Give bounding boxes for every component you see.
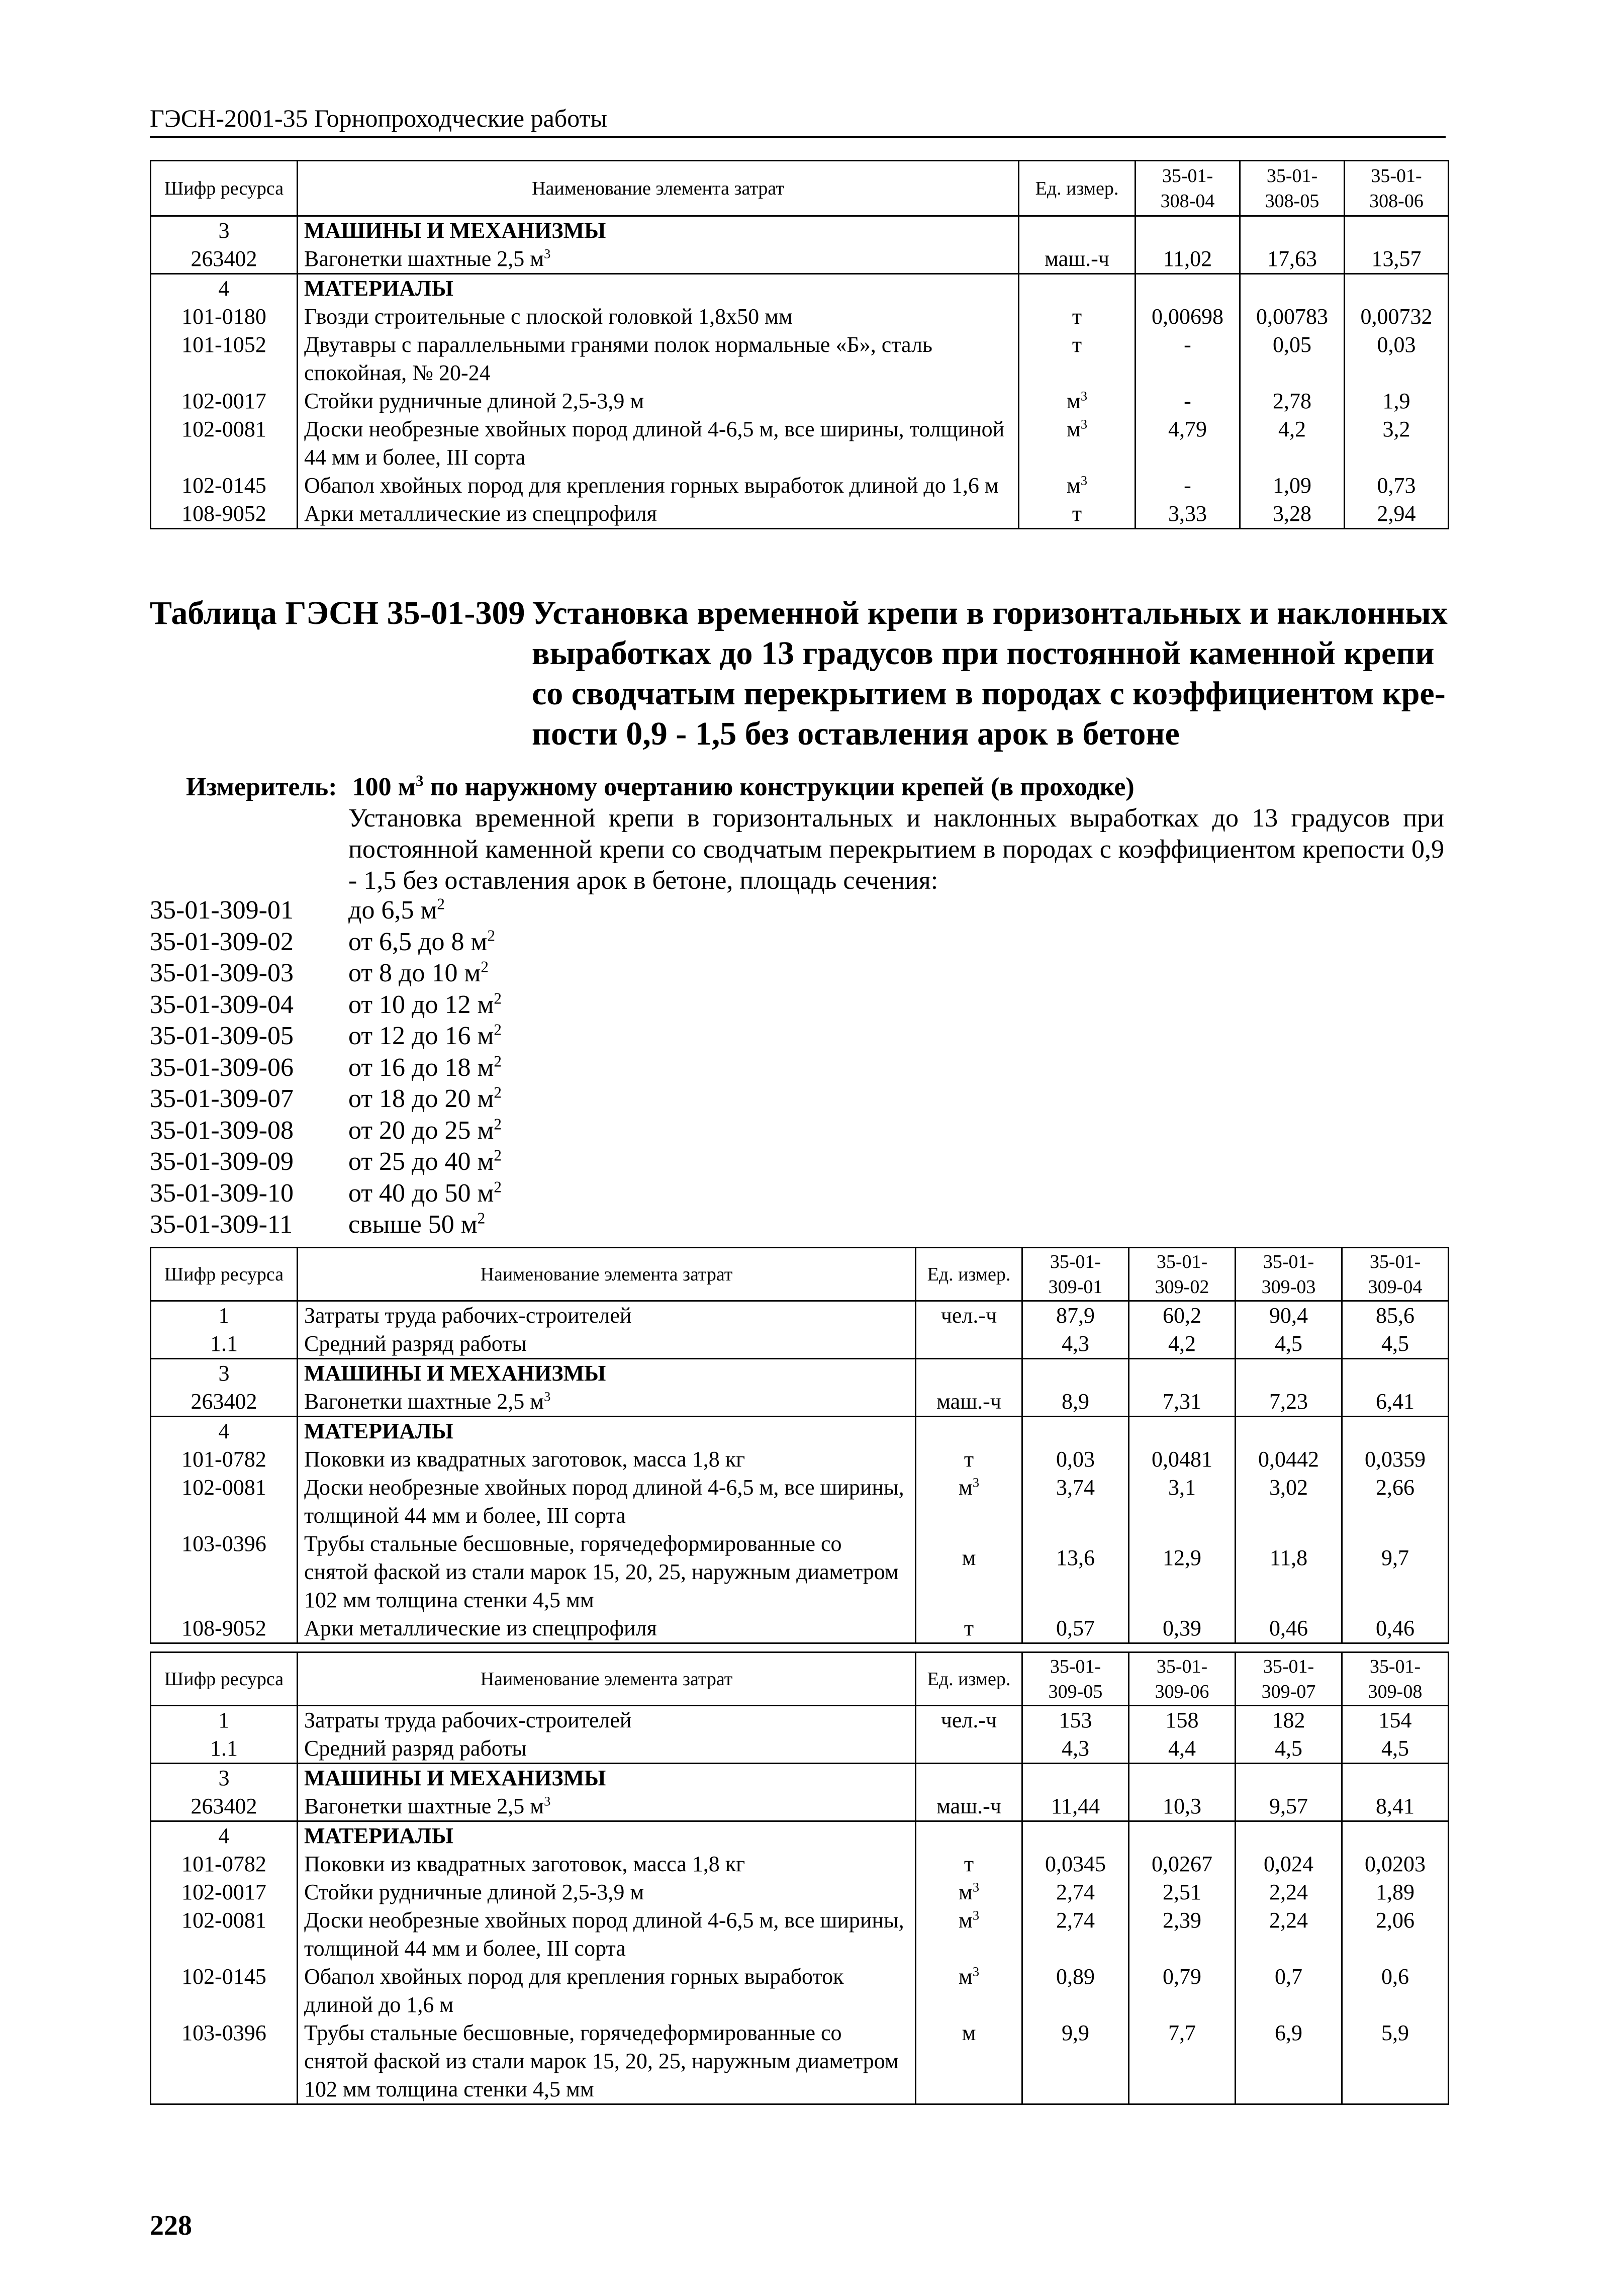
code-item: 35-01-309-03 от 8 до 10 $м^2$ xyxy=(150,958,489,987)
resource-unit xyxy=(916,1330,1022,1359)
resource-name: Арки металлические из спецпрофиля xyxy=(298,500,1019,529)
resource-code: 102-0145 xyxy=(151,1963,298,2019)
table-title: Таблица ГЭСН 35-01-309 Установка временной крепи в горизонтальных и наклонных выработках до 13 градусов при постоянной каменной крепи со сводчатым перекрытием в породах с коэффициентом кре- пости 0,9 - 1,5 без оставления арок в бетоне xyxy=(150,595,1448,752)
header-col: 35-01- 309-03 xyxy=(1236,1248,1342,1301)
value-cell: 4,4 xyxy=(1129,1734,1236,1764)
section-number: 3 xyxy=(151,1359,298,1388)
value-cell: 7,31 xyxy=(1129,1388,1236,1417)
code-item: 35-01-309-01 до 6,5 $м^2$ xyxy=(150,895,445,925)
value-cell: 2,06 xyxy=(1342,1906,1449,1963)
value-cell: 7,23 xyxy=(1236,1388,1342,1417)
resource-code: 101-0782 xyxy=(151,1445,298,1474)
resource-code: 263402 xyxy=(151,1388,298,1417)
resource-unit: $м^3$ xyxy=(1019,387,1136,415)
header-col: 35-01- 308-05 xyxy=(1240,161,1345,216)
header-name: Наименование элемента затрат xyxy=(298,1248,916,1301)
resource-unit: т xyxy=(916,1850,1022,1878)
header-col: 35-01- 308-04 xyxy=(1136,161,1240,216)
value-cell: 0,00698 xyxy=(1136,303,1240,331)
header-unit: Ед. измер. xyxy=(916,1652,1022,1706)
page-number: 228 xyxy=(150,2210,192,2241)
resource-name: Стойки рудничные длиной 2,5-3,9 м xyxy=(298,1878,916,1906)
value-cell: 11,44 xyxy=(1022,1792,1129,1821)
header-name: Наименование элемента затрат xyxy=(298,161,1019,216)
resource-unit: т xyxy=(1019,331,1136,387)
value-cell: 3,28 xyxy=(1240,500,1345,529)
resource-code: 1 xyxy=(151,1706,298,1735)
value-cell: 158 xyxy=(1129,1706,1236,1735)
resource-name: Двутавры с параллельными гранями полок нормальные «Б», сталь спокойная, № 20-24 xyxy=(298,331,1019,387)
value-cell: 0,0481 xyxy=(1129,1445,1236,1474)
value-cell: 11,8 xyxy=(1236,1530,1342,1614)
value-cell: 2,66 xyxy=(1342,1474,1449,1530)
resource-name: Вагонетки шахтные 2,5 $м^3$ xyxy=(298,1388,916,1417)
header-unit: Ед. измер. xyxy=(1019,161,1136,216)
resource-unit: $м^3$ xyxy=(916,1963,1022,2019)
value-cell: 154 xyxy=(1342,1706,1449,1735)
resource-code: 103-0396 xyxy=(151,2019,298,2104)
section-title: МАШИНЫ И МЕХАНИЗМЫ xyxy=(298,1359,916,1388)
value-cell: 0,00783 xyxy=(1240,303,1345,331)
header-col: 35-01- 309-06 xyxy=(1129,1652,1236,1706)
value-cell: 4,3 xyxy=(1022,1734,1129,1764)
running-header: ГЭСН-2001-35 Горнопроходческие работы xyxy=(150,103,1446,138)
value-cell: 5,9 xyxy=(1342,2019,1449,2104)
value-cell: 182 xyxy=(1236,1706,1342,1735)
value-cell: 0,39 xyxy=(1129,1614,1236,1643)
code-item: 35-01-309-04 от 10 до 12 $м^2$ xyxy=(150,989,502,1019)
value-cell: 6,9 xyxy=(1236,2019,1342,2104)
value-cell: 10,3 xyxy=(1129,1792,1236,1821)
value-cell: 4,5 xyxy=(1342,1330,1449,1359)
code-item: 35-01-309-02 от 6,5 до 8 $м^2$ xyxy=(150,927,495,956)
value-cell: 0,03 xyxy=(1345,331,1449,387)
value-cell: 0,00732 xyxy=(1345,303,1449,331)
value-cell: 3,33 xyxy=(1136,500,1240,529)
resource-code: 101-1052 xyxy=(151,331,298,387)
resource-name: Арки металлические из спецпрофиля xyxy=(298,1614,916,1643)
resource-code: 102-0081 xyxy=(151,1474,298,1530)
value-cell: 0,0267 xyxy=(1129,1850,1236,1878)
resource-unit: $м^3$ xyxy=(1019,415,1136,472)
value-cell: 90,4 xyxy=(1236,1301,1342,1330)
value-cell: 0,05 xyxy=(1240,331,1345,387)
header-unit: Ед. измер. xyxy=(916,1248,1022,1301)
resource-code: 108-9052 xyxy=(151,500,298,529)
code-item: 35-01-309-11 свыше 50 $м^2$ xyxy=(150,1209,486,1239)
measurement-unit: Измеритель: 100 $м^3$ по наружному очертанию конструкции крепей (в проходке) xyxy=(186,772,1135,801)
value-cell: 13,57 xyxy=(1345,245,1449,274)
resource-name: Доски необрезные хвойных пород длиной 4-6,5 м, все ширины, толщиной 44 мм и более, III сорта xyxy=(298,1906,916,1963)
resource-unit: $м^3$ xyxy=(1019,472,1136,500)
header-code: Шифр ресурса xyxy=(151,161,298,216)
resource-name: Средний разряд работы xyxy=(298,1330,916,1359)
value-cell: 2,39 xyxy=(1129,1906,1236,1963)
section-number: 4 xyxy=(151,274,298,303)
resource-table-309-01-04 xyxy=(150,1247,1449,1644)
resource-table-308 xyxy=(150,160,1449,529)
resource-unit: $м^3$ xyxy=(916,1878,1022,1906)
code-item: 35-01-309-07 от 18 до 20 $м^2$ xyxy=(150,1083,502,1113)
resource-code: 108-9052 xyxy=(151,1614,298,1643)
value-cell: 0,46 xyxy=(1342,1614,1449,1643)
header-col: 35-01- 309-02 xyxy=(1129,1248,1236,1301)
value-cell: 8,9 xyxy=(1022,1388,1129,1417)
value-cell: 2,94 xyxy=(1345,500,1449,529)
resource-unit: т xyxy=(1019,500,1136,529)
value-cell: 4,2 xyxy=(1129,1330,1236,1359)
value-cell: 17,63 xyxy=(1240,245,1345,274)
resource-name: Вагонетки шахтные 2,5 $м^3$ xyxy=(298,245,1019,274)
value-cell: 1,9 xyxy=(1345,387,1449,415)
value-cell: 4,5 xyxy=(1342,1734,1449,1764)
header-col: 35-01- 308-06 xyxy=(1345,161,1449,216)
resource-code: 1 xyxy=(151,1301,298,1330)
value-cell: 2,51 xyxy=(1129,1878,1236,1906)
resource-code: 101-0782 xyxy=(151,1850,298,1878)
section-number: 3 xyxy=(151,1764,298,1793)
value-cell: - xyxy=(1136,331,1240,387)
resource-code: 102-0145 xyxy=(151,472,298,500)
section-number: 4 xyxy=(151,1417,298,1446)
resource-unit: маш.-ч xyxy=(916,1792,1022,1821)
value-cell: 0,7 xyxy=(1236,1963,1342,2019)
resource-unit: т xyxy=(916,1614,1022,1643)
code-item: 35-01-309-05 от 12 до 16 $м^2$ xyxy=(150,1021,502,1050)
value-cell: - xyxy=(1136,472,1240,500)
value-cell: 4,2 xyxy=(1240,415,1345,472)
resource-unit: чел.-ч xyxy=(916,1706,1022,1735)
value-cell: 0,6 xyxy=(1342,1963,1449,2019)
section-title: МАШИНЫ И МЕХАНИЗМЫ xyxy=(298,1764,916,1793)
value-cell: 9,9 xyxy=(1022,2019,1129,2104)
resource-unit: маш.-ч xyxy=(1019,245,1136,274)
value-cell: 0,79 xyxy=(1129,1963,1236,2019)
value-cell: 1,89 xyxy=(1342,1878,1449,1906)
value-cell: 0,46 xyxy=(1236,1614,1342,1643)
code-list xyxy=(150,895,502,1241)
code-item: 35-01-309-08 от 20 до 25 $м^2$ xyxy=(150,1115,502,1145)
resource-unit: т xyxy=(1019,303,1136,331)
resource-code: 103-0396 xyxy=(151,1530,298,1614)
header-code: Шифр ресурса xyxy=(151,1652,298,1706)
resource-unit: $м^3$ xyxy=(916,1906,1022,1963)
resource-name: Доски необрезные хвойных пород длиной 4-6,5 м, все ширины, толщиной 44 мм и более, III сорта xyxy=(298,415,1019,472)
code-item: 35-01-309-06 от 16 до 18 $м^2$ xyxy=(150,1052,502,1082)
value-cell: 85,6 xyxy=(1342,1301,1449,1330)
value-cell: 2,24 xyxy=(1236,1906,1342,1963)
value-cell: 87,9 xyxy=(1022,1301,1129,1330)
resource-name: Обапол хвойных пород для крепления горных выработок длиной до 1,6 м xyxy=(298,1963,916,2019)
resource-name: Поковки из квадратных заготовок, масса 1,8 кг xyxy=(298,1850,916,1878)
header-col: 35-01- 309-01 xyxy=(1022,1248,1129,1301)
resource-code: 102-0017 xyxy=(151,387,298,415)
value-cell: 0,73 xyxy=(1345,472,1449,500)
value-cell: 0,0359 xyxy=(1342,1445,1449,1474)
value-cell: 11,02 xyxy=(1136,245,1240,274)
value-cell: 0,0203 xyxy=(1342,1850,1449,1878)
value-cell: 8,41 xyxy=(1342,1792,1449,1821)
section-title: МАТЕРИАЛЫ xyxy=(298,1821,916,1851)
value-cell: 4,5 xyxy=(1236,1330,1342,1359)
section-title: МАТЕРИАЛЫ xyxy=(298,1417,916,1446)
resource-unit: $м^3$ xyxy=(916,1474,1022,1530)
header-col: 35-01- 309-04 xyxy=(1342,1248,1449,1301)
value-cell: 3,74 xyxy=(1022,1474,1129,1530)
value-cell: 0,89 xyxy=(1022,1963,1129,2019)
section-number: 3 xyxy=(151,216,298,245)
value-cell: 2,24 xyxy=(1236,1878,1342,1906)
resource-code: 102-0017 xyxy=(151,1878,298,1906)
value-cell: 6,41 xyxy=(1342,1388,1449,1417)
section-title: МАШИНЫ И МЕХАНИЗМЫ xyxy=(298,216,1019,245)
resource-name: Затраты труда рабочих-строителей xyxy=(298,1301,916,1330)
resource-code: 263402 xyxy=(151,1792,298,1821)
header-name: Наименование элемента затрат xyxy=(298,1652,916,1706)
header-col: 35-01- 309-05 xyxy=(1022,1652,1129,1706)
value-cell: 0,57 xyxy=(1022,1614,1129,1643)
value-cell: 60,2 xyxy=(1129,1301,1236,1330)
resource-unit: чел.-ч xyxy=(916,1301,1022,1330)
value-cell: 7,7 xyxy=(1129,2019,1236,2104)
resource-name: Доски необрезные хвойных пород длиной 4-6,5 м, все ширины, толщиной 44 мм и более, III сорта xyxy=(298,1474,916,1530)
resource-name: Поковки из квадратных заготовок, масса 1,8 кг xyxy=(298,1445,916,1474)
header-col: 35-01- 309-08 xyxy=(1342,1652,1449,1706)
section-number: 4 xyxy=(151,1821,298,1851)
value-cell: 0,0442 xyxy=(1236,1445,1342,1474)
value-cell: 3,02 xyxy=(1236,1474,1342,1530)
value-cell: 13,6 xyxy=(1022,1530,1129,1614)
value-cell: 2,74 xyxy=(1022,1878,1129,1906)
value-cell: 12,9 xyxy=(1129,1530,1236,1614)
value-cell: 153 xyxy=(1022,1706,1129,1735)
resource-name: Вагонетки шахтные 2,5 $м^3$ xyxy=(298,1792,916,1821)
value-cell: 9,57 xyxy=(1236,1792,1342,1821)
resource-name: Средний разряд работы xyxy=(298,1734,916,1764)
value-cell: 9,7 xyxy=(1342,1530,1449,1614)
resource-code: 102-0081 xyxy=(151,415,298,472)
section-title: МАТЕРИАЛЫ xyxy=(298,274,1019,303)
code-item: 35-01-309-09 от 25 до 40 $м^2$ xyxy=(150,1146,502,1176)
resource-name: Трубы стальные бесшовные, горячедеформированные со снятой фаской из стали марок 15, 20, 25, наружным диаметром 102 мм толщина стенки 4,5 мм xyxy=(298,1530,916,1614)
value-cell: 2,74 xyxy=(1022,1906,1129,1963)
value-cell: 4,79 xyxy=(1136,415,1240,472)
header-code: Шифр ресурса xyxy=(151,1248,298,1301)
value-cell: 3,1 xyxy=(1129,1474,1236,1530)
header-col: 35-01- 309-07 xyxy=(1236,1652,1342,1706)
value-cell: 0,03 xyxy=(1022,1445,1129,1474)
value-cell: 4,5 xyxy=(1236,1734,1342,1764)
resource-code: 263402 xyxy=(151,245,298,274)
work-description: Установка временной крепи в горизонтальных и наклонных выработках до 13 градусов при постоянной каменной крепи со сводчатым перекрытием в породах с коэффициентом крепости 0,9 - 1,5 без оставления арок в бетоне, площадь сечения: xyxy=(348,804,1444,895)
value-cell: 0,024 xyxy=(1236,1850,1342,1878)
resource-unit: т xyxy=(916,1445,1022,1474)
value-cell: 4,3 xyxy=(1022,1330,1129,1359)
resource-code: 1.1 xyxy=(151,1734,298,1764)
resource-name: Гвозди строительные с плоской головкой 1,8х50 мм xyxy=(298,303,1019,331)
resource-code: 101-0180 xyxy=(151,303,298,331)
value-cell: 0,0345 xyxy=(1022,1850,1129,1878)
value-cell: 2,78 xyxy=(1240,387,1345,415)
value-cell: - xyxy=(1136,387,1240,415)
resource-unit: м xyxy=(916,2019,1022,2104)
value-cell: 3,2 xyxy=(1345,415,1449,472)
resource-name: Обапол хвойных пород для крепления горных выработок длиной до 1,6 м xyxy=(298,472,1019,500)
value-cell: 1,09 xyxy=(1240,472,1345,500)
code-item: 35-01-309-10 от 40 до 50 $м^2$ xyxy=(150,1178,502,1208)
resource-unit: м xyxy=(916,1530,1022,1614)
resource-table-309-05-08 xyxy=(150,1651,1449,2105)
resource-code: 102-0081 xyxy=(151,1906,298,1963)
resource-name: Затраты труда рабочих-строителей xyxy=(298,1706,916,1735)
resource-code: 1.1 xyxy=(151,1330,298,1359)
resource-name: Трубы стальные бесшовные, горячедеформированные со снятой фаской из стали марок 15, 20, 25, наружным диаметром 102 мм толщина стенки 4,5 мм xyxy=(298,2019,916,2104)
resource-unit: маш.-ч xyxy=(916,1388,1022,1417)
resource-name: Стойки рудничные длиной 2,5-3,9 м xyxy=(298,387,1019,415)
resource-unit xyxy=(916,1734,1022,1764)
